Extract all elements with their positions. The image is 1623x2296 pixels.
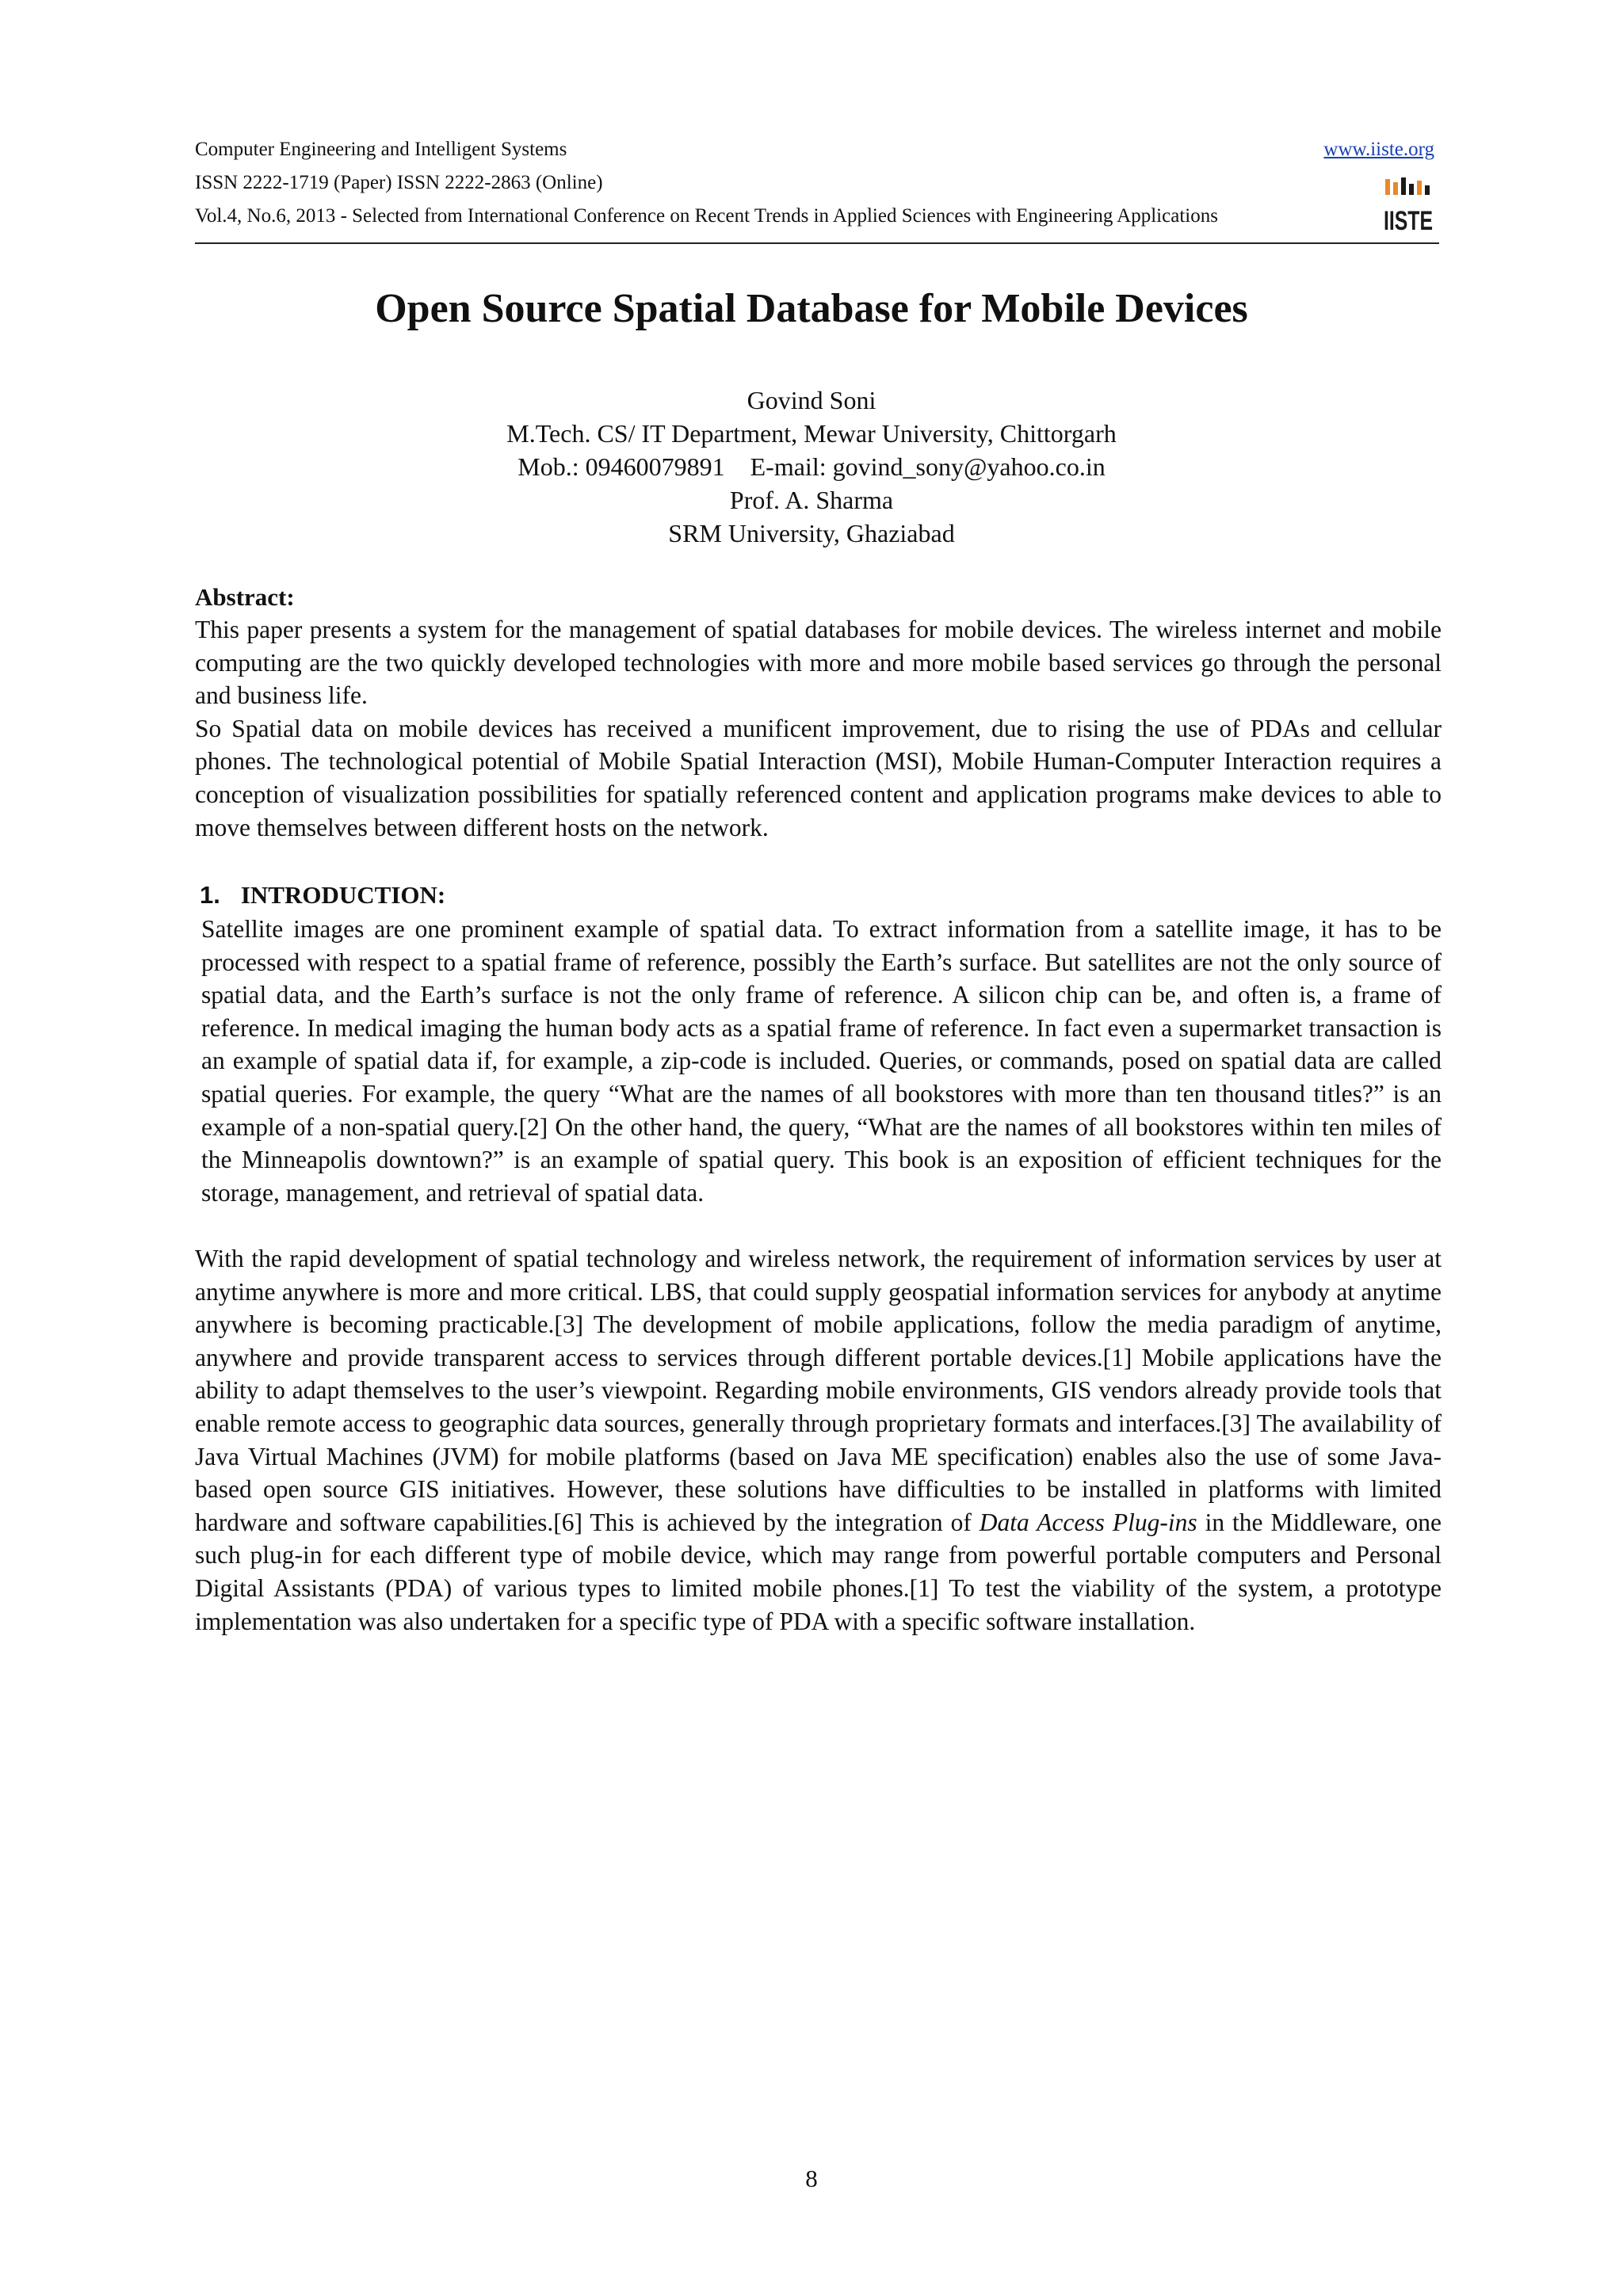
intro-paragraph: [195, 1242, 1442, 1638]
iiste-logo-icon: [1382, 174, 1434, 238]
page-header: [195, 136, 1439, 244]
section-number: 1.: [200, 881, 220, 909]
introduction-paragraph-1: [201, 913, 1442, 1209]
intro-paragraph: Satellite images are one prominent example of spatial data. To extract information from a satellite image, it has to be processed with respect to a spatial frame of reference, possibly the Earth’s surface. But satellites are not the only source of spatial data, and the Earth’s surface is not the only frame of reference. A silicon chip can be, and often is, a frame of reference. In medical imaging the human body acts as a spatial frame of reference. In fact even a supermarket transaction is an example of spatial data if, for example, a zip-code is included. Queries, or commands, posed on spatial data are called spatial queries. For example, the query “What are the names of all bookstores with more than ten thousand titles?” is an example of a non-spatial query.[2] On the other hand, the query, “What are the names of all bookstores within ten miles of the Minneapolis downtown?” is an example of spatial query. This book is an exposition of efficient techniques for the storage, management, and retrieval of spatial data.: [201, 915, 1442, 1207]
author-line: SRM University, Ghaziabad: [668, 519, 955, 547]
section-title: INTRODUCTION:: [240, 881, 446, 909]
iiste-logo-text: IISTE: [1384, 206, 1433, 236]
abstract-paragraph: This paper presents a system for the management of spatial databases for mobile devices. The wireless internet and mobile computing are the two quickly developed technologies with more and more mobile based services go through the personal and business life.: [195, 616, 1442, 710]
author-line: M.Tech. CS/ IT Department, Mewar University, Chittorgarh: [506, 419, 1117, 448]
paper-title: Open Source Spatial Database for Mobile Devices: [375, 286, 1248, 331]
abstract-paragraph: So Spatial data on mobile devices has received a munificent improvement, due to rising the use of PDAs and cellular phones. The technological potential of Mobile Spatial Interaction (MSI), Mobile Human-Computer Interaction requires a conception of visualization possibilities for spatially referenced content and application programs make devices to able to move themselves between different hosts on the network.: [195, 714, 1442, 841]
introduction-paragraph-2: [195, 1242, 1442, 1638]
page-number: 8: [805, 2164, 818, 2192]
intro-italic-term: Data Access Plug-ins: [979, 1508, 1197, 1536]
intro-text: With the rapid development of spatial technology and wireless network, the requirement of information services by user at anytime anywhere is more and more critical. LBS, that could supply geospatial information services for anybody at anytime anywhere is becoming practicable.[3] The development of mobile applications, follow the media paradigm of anytime, anywhere and provide transparent access to services through different portable devices.[1] Mobile applications have the ability to adapt themselves to the user’s viewpoint. Regarding mobile environments, GIS vendors already provide tools that enable remote access to geographic data sources, generally through proprietary formats and interfaces.[3] The availability of Java Virtual Machines (JVM) for mobile platforms (based on Java ME specification) enables also the use of some Java-based open source GIS initiatives. However, these solutions have difficulties to be installed in platforms with limited hardware and software capabilities.[6] This is achieved by the integration of: [195, 1245, 1442, 1536]
author-block: [0, 383, 1623, 550]
journal-name: Computer Engineering and Intelligent Systems: [195, 139, 567, 160]
abstract-body: [195, 613, 1442, 844]
volume-line: Vol.4, No.6, 2013 - Selected from International Conference on Recent Trends in Applied Sciences with Engineering Applications: [195, 205, 1218, 227]
author-line: Prof. A. Sharma: [729, 486, 894, 514]
journal-url-link[interactable]: www.iiste.org: [1323, 139, 1434, 160]
intro-text: in the Middleware, one such plug-in for each different type of mobile device, which may range from powerful portable computers and Personal Digital Assistants (PDA) of various types to limited mobile phones.[1] To test the viability of the system, a prototype implementation was also undertaken for a specific type of PDA with a specific software installation.: [195, 1508, 1442, 1635]
issn-line: ISSN 2222-1719 (Paper) ISSN 2222-2863 (Online): [195, 172, 603, 193]
introduction-heading: [200, 879, 445, 911]
author-line: Govind Soni: [747, 386, 876, 414]
author-line: Mob.: 09460079891 E-mail: govind_sony@yahoo.co.in: [517, 452, 1106, 481]
abstract-heading: Abstract:: [195, 583, 295, 611]
